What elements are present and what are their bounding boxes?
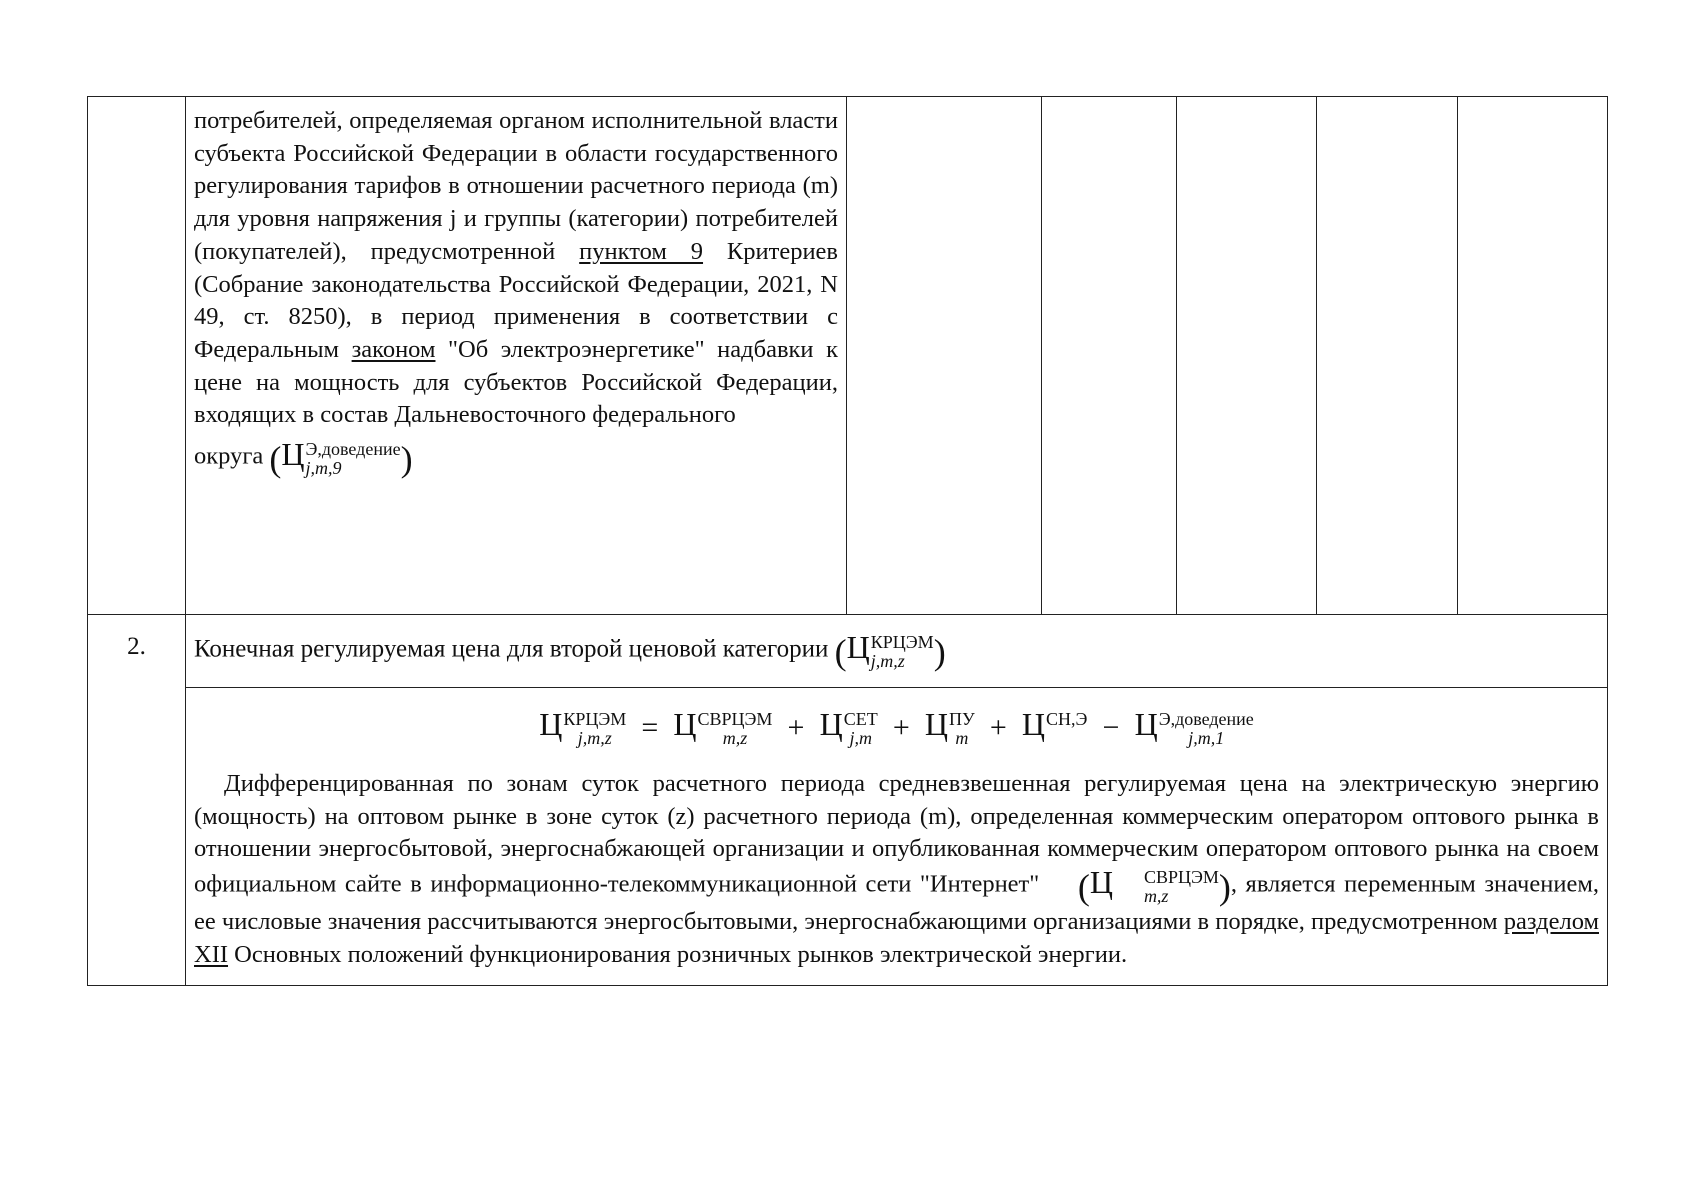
value-cell: [1317, 97, 1458, 615]
symbol-base: Ц: [924, 706, 948, 742]
formula-term-svrcem: [673, 708, 772, 748]
row1-last-word: округа: [194, 442, 264, 470]
symbol-sup: СВРЦЭМ: [697, 709, 773, 730]
symbol-sub: j,m,1: [1188, 728, 1225, 749]
equals-sign: =: [641, 710, 659, 744]
symbol-sup: СВРЦЭМ: [1143, 867, 1219, 888]
formula-term-set: [820, 708, 878, 748]
plus-sign: +: [892, 710, 910, 744]
symbol-c-dovedenie-9: (Ц Э,доведение j,m,9 ): [269, 436, 413, 480]
row1-last-line: [194, 438, 838, 478]
link-punkt-9[interactable]: пунктом 9: [579, 237, 704, 265]
symbol-sup: КРЦЭМ: [563, 709, 627, 730]
table-row: [88, 688, 1608, 986]
symbol-base: Ц: [673, 706, 697, 742]
row1-description-cell: [186, 97, 847, 615]
symbol-base: Ц: [1089, 864, 1113, 901]
value-cell: [1458, 97, 1608, 615]
symbol-sup: ПУ: [948, 709, 975, 730]
symbol-sup: СЕТ: [843, 709, 878, 730]
row1-text: потребителей, определяемая органом исполнительной власти субъекта Российской Федерации в области государственного регулирования тарифов в отношении расчетного периода (m) для уровня напряжения j и группы (категории) потребителей (покупателей), предусмотренной: [194, 107, 838, 265]
row2-formula-cell: [186, 688, 1608, 986]
row1-text-middle: Критериев (Собрание законодательства Российской Федерации, 2021, N 49, ст. 8250), в период применения в соответствии с Федеральным: [194, 237, 838, 363]
row-number-cell: 2.: [88, 615, 186, 986]
table-row: [88, 97, 1608, 615]
symbol-sup: СН,Э: [1046, 709, 1088, 730]
symbol-sub: j,m,z: [870, 651, 905, 672]
symbol-sup: КРЦЭМ: [870, 632, 934, 653]
row2-paragraph: [194, 768, 1599, 971]
value-cell: [1042, 97, 1177, 615]
symbol-c-krcem: (Ц КРЦЭМ j,m,z ): [834, 629, 946, 673]
row-number-cell: [88, 97, 186, 615]
formula-term-dovedenie: [1135, 708, 1254, 748]
symbol-sub: m: [955, 728, 969, 749]
value-cell: [847, 97, 1042, 615]
row2-heading: Конечная регулируемая цена для второй ценовой категории: [194, 635, 829, 663]
symbol-sub: j,m,z: [577, 728, 612, 749]
paragraph-text: Основных положений функционирования розничных рынков электрической энергии.: [228, 940, 1128, 968]
link-razdel-xii[interactable]: разделом XII: [194, 907, 1599, 968]
symbol-base: Ц: [539, 706, 563, 742]
symbol-base: Ц: [1021, 706, 1046, 742]
link-zakon[interactable]: законом: [351, 335, 436, 363]
symbol-base: Ц: [846, 629, 870, 665]
row1-text-end: "Об электроэнергетике" надбавки к цене на мощность для субъектов Российской Федерации, входящих в состав Дальневосточного федерального: [194, 335, 838, 429]
table-row: [88, 615, 1608, 688]
plus-sign: +: [989, 710, 1007, 744]
main-formula: [194, 692, 1599, 768]
plus-sign: +: [787, 710, 805, 744]
formula-term-pu: [925, 708, 975, 748]
paragraph-text: , является переменным значением, ее числовые значения рассчитываются энергосбытовыми, энергоснабжающими организациями в порядке, предусмотренном: [194, 870, 1599, 935]
symbol-sub: j,m: [849, 728, 872, 749]
formula-term-sne: [1022, 708, 1088, 748]
symbol-sub: m,z: [722, 728, 748, 749]
paragraph-text: Дифференцированная по зонам суток расчетного периода средневзвешенная регулируемая цена на электрическую энергию (мощность) на оптовом рынке в зоне суток (z) расчетного периода (m), определенная коммерческим оператором оптового рынка в отношении энергосбытовой, энергоснабжающей организации и опубликованная коммерческим оператором оптового рынка на своем официальном сайте в информационно-телекоммуникационной сети "Интернет": [194, 769, 1599, 898]
symbol-sub: m,z: [1143, 886, 1169, 907]
symbol-sup: Э,доведение: [305, 439, 401, 460]
symbol-base: Ц: [819, 706, 843, 742]
value-cell: [1177, 97, 1317, 615]
formula-lhs: [539, 708, 626, 748]
tariff-table: [87, 96, 1608, 986]
symbol-base: Ц: [1134, 706, 1158, 742]
symbol-c-svrcem: (Ц СВРЦЭМ m,z ): [1077, 864, 1231, 908]
symbol-base: Ц: [281, 436, 305, 473]
row2-heading-cell: [186, 615, 1608, 688]
symbol-sub: [1046, 729, 1087, 748]
minus-sign: −: [1102, 710, 1120, 744]
symbol-sub: j,m,9: [305, 458, 342, 479]
symbol-sup: Э,доведение: [1158, 709, 1254, 730]
